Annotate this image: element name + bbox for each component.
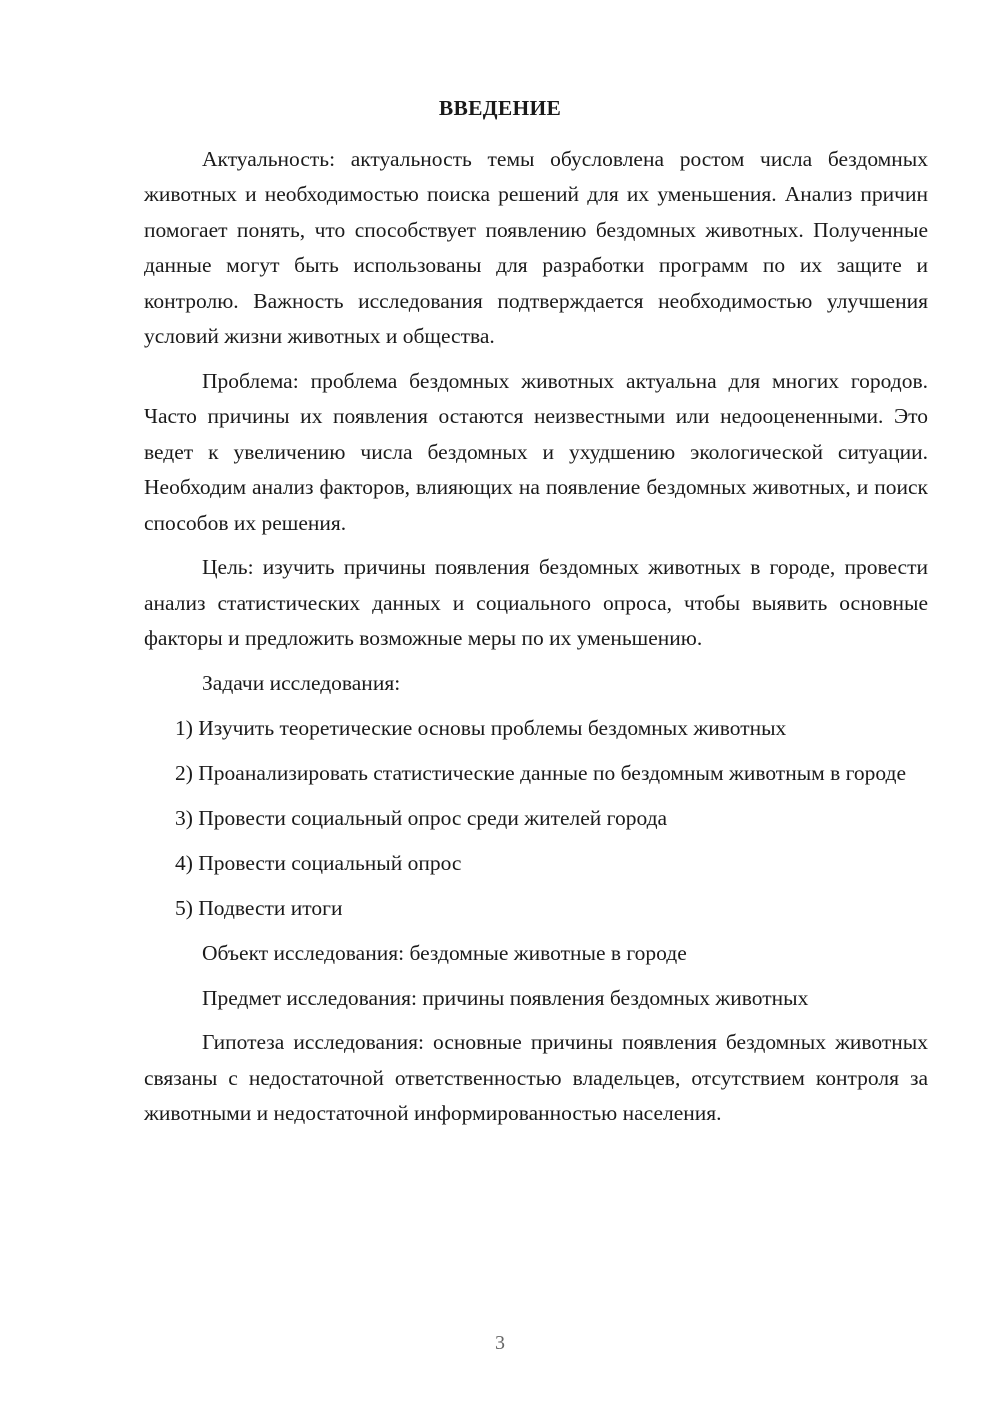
list-item-task-1: 1) Изучить теоретические основы проблемы бездомных животных [175, 716, 787, 741]
list-item-task-2: 2) Проанализировать статистические данные по бездомным животным в городе [175, 761, 907, 785]
paragraph-goal: Цель: изучить причины появления бездомных животных в городе, провести анализ статистических данных и социального опроса, чтобы выявить основные факторы и предложить возможные меры по их уменьшению. [144, 555, 928, 651]
paragraph-object: Объект исследования: бездомные животные в городе [202, 940, 687, 965]
list-item-task-5: 5) Подвести итоги [175, 895, 343, 920]
paragraph-relevance: Актуальность: актуальность темы обусловлена ростом числа бездомных животных и необходимостью поиска решений для их уменьшения. Анализ причин помогает понять, что способствует появлению бездомных животных. Полученные данные могут быть использованы для разработки программ по их защите и контролю. Важность исследования подтверждается необходимостью улучшения условий жизни животных и общества. [144, 147, 928, 349]
paragraph-subject: Предмет исследования: причины появления бездомных животных [202, 985, 809, 1010]
list-item-task-4: 4) Провести социальный опрос [175, 850, 462, 875]
page-title: ВВЕДЕНИЕ [438, 96, 562, 120]
paragraph-hypothesis: Гипотеза исследования: основные причины появления бездомных животных связаны с недостаточной ответственностью владельцев, отсутствием контроля за животными и недостаточной информированностью населения. [144, 1030, 928, 1126]
body-text [144, 142, 928, 1141]
paragraph-problem: Проблема: проблема бездомных животных актуальна для многих городов. Часто причины их появления остаются неизвестными или недооцененными. Это ведет к увеличению числа бездомных и ухудшению экологической ситуации. Необходим анализ факторов, влияющих на появление бездомных животных, и поиск способов их решения. [144, 368, 928, 535]
page-number: 3 [495, 1332, 505, 1354]
list-item-task-3: 3) Провести социальный опрос среди жителей города [175, 805, 668, 830]
paragraph-tasks-heading: Задачи исследования: [202, 671, 401, 696]
